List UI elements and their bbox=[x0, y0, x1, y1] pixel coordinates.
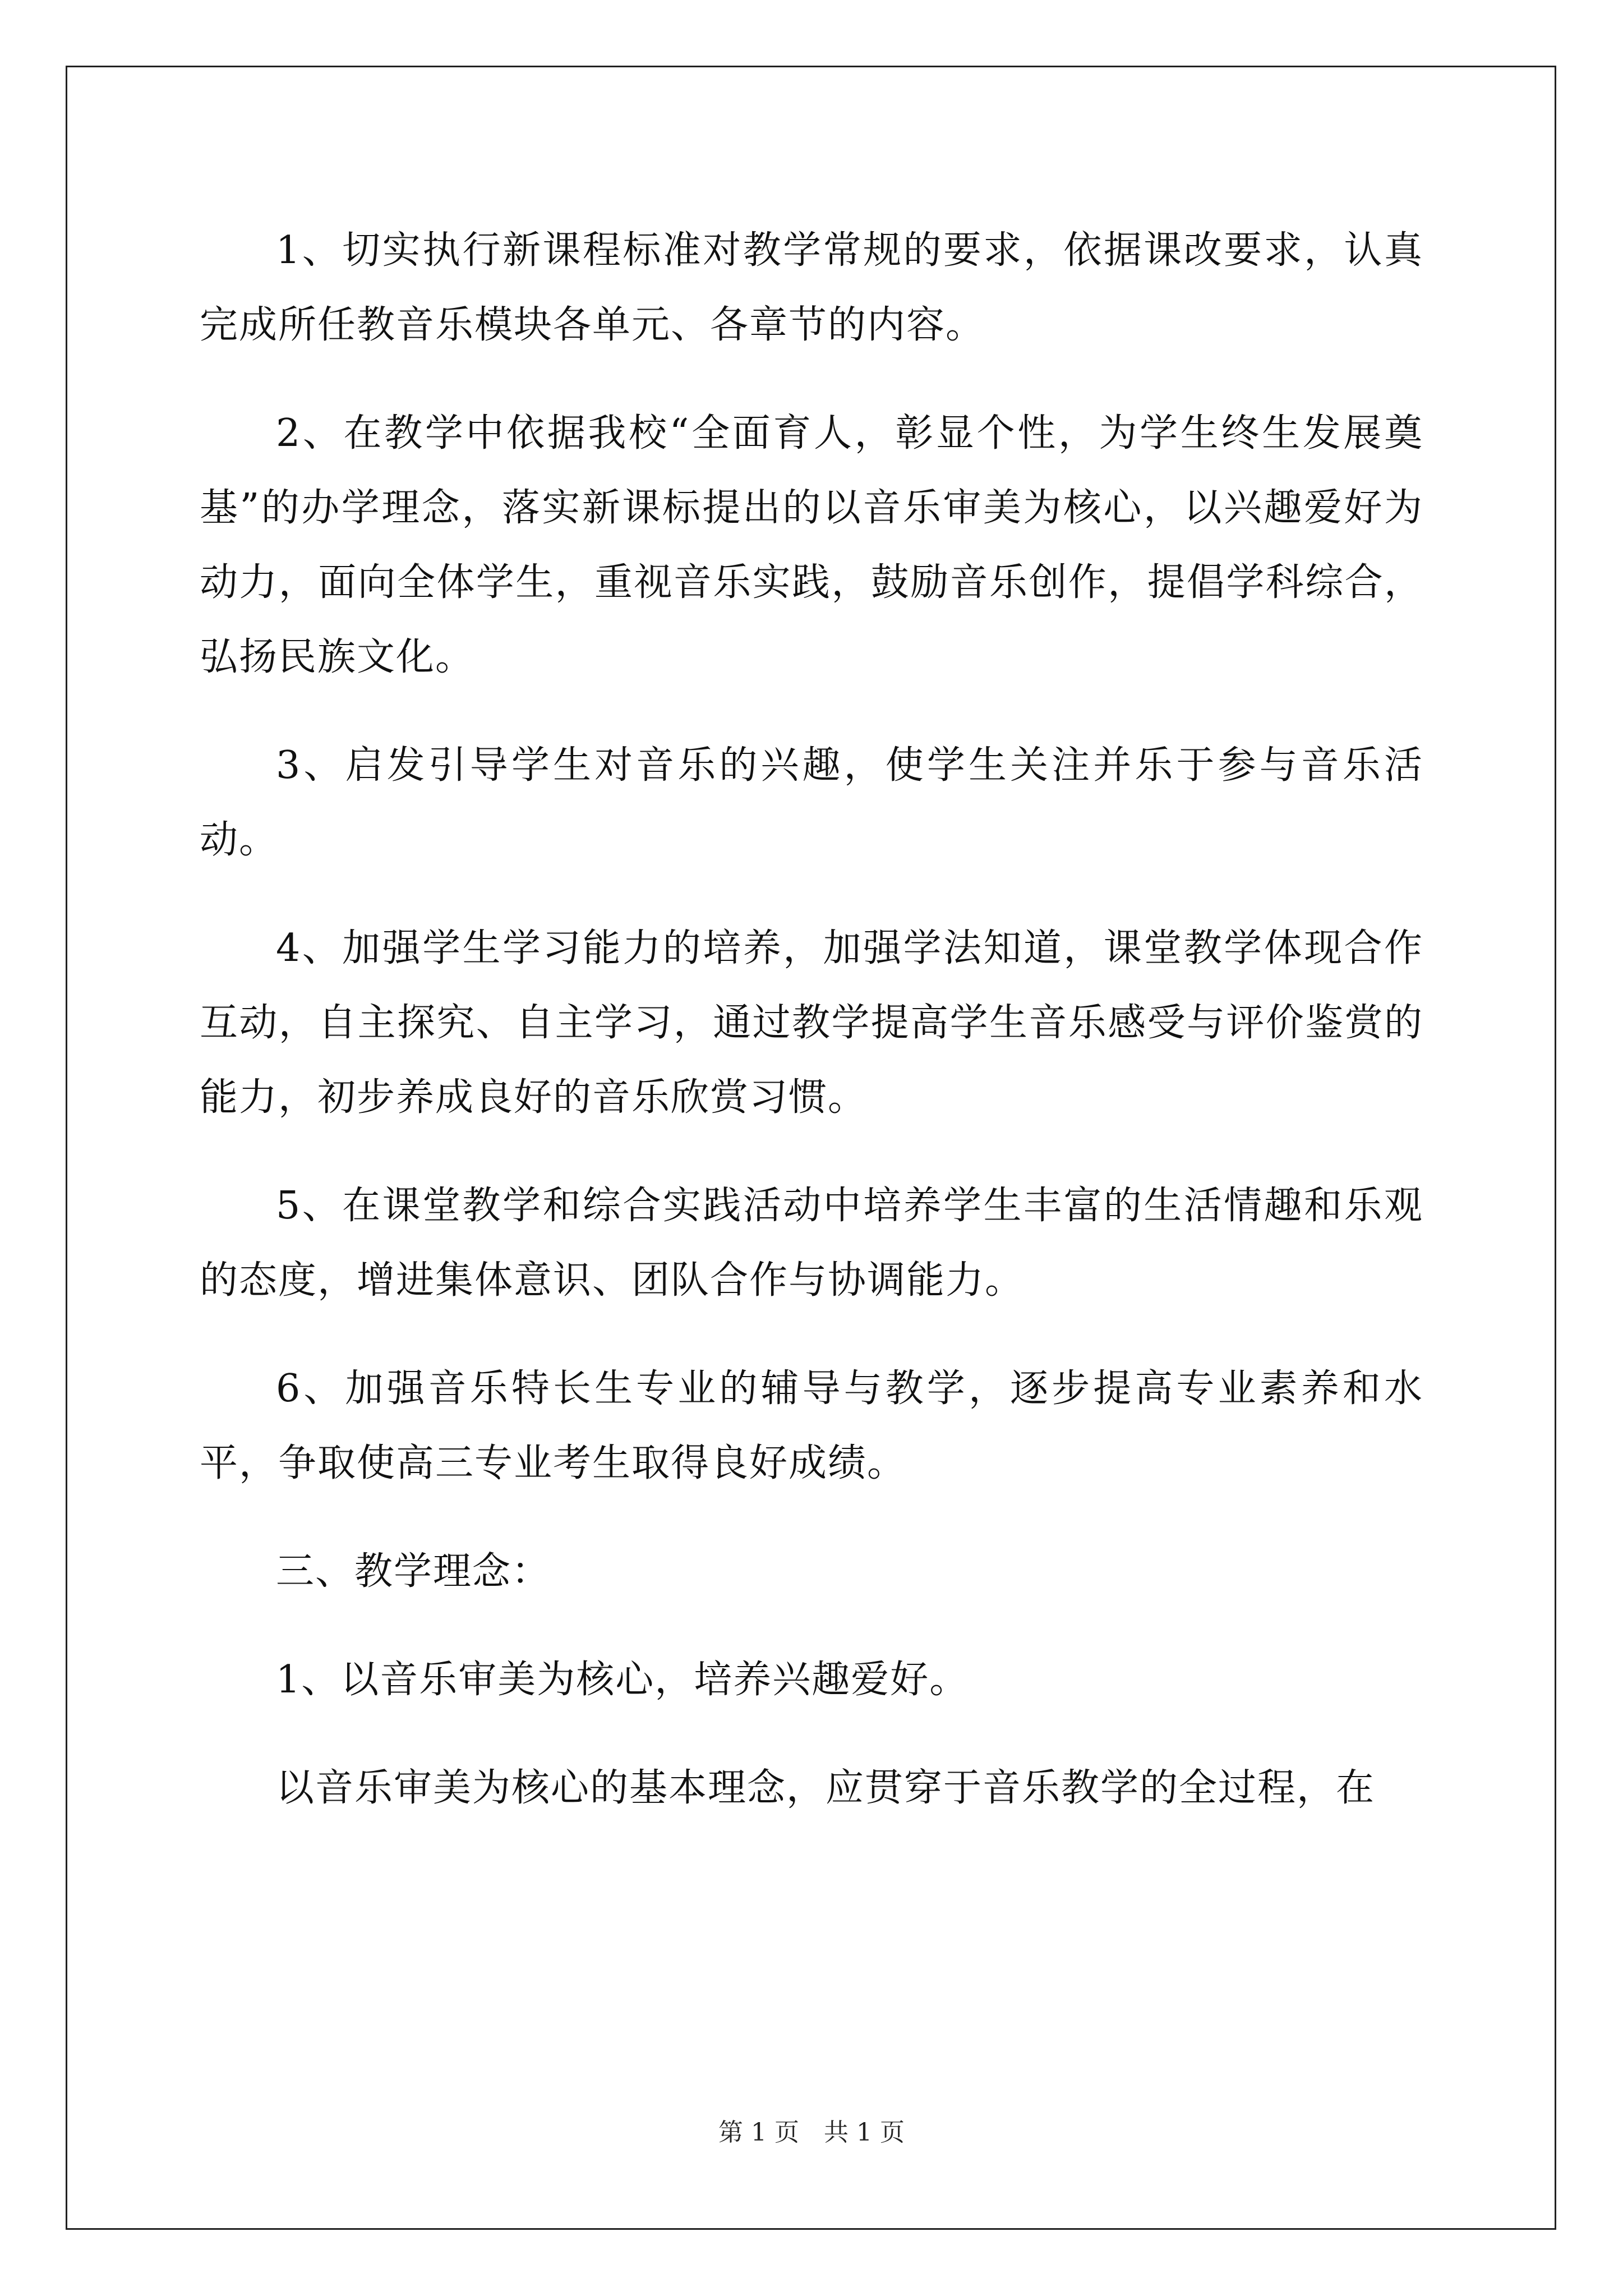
paragraph-1: 1、切实执行新课程标准对教学常规的要求，依据课改要求，认真完成所任教音乐模块各单元、各章节的内容。 bbox=[200, 228, 1423, 347]
document-body bbox=[200, 213, 1423, 1859]
page-number-footer: 第 1 页 共 1 页 bbox=[718, 2118, 905, 2147]
section-heading: 三、教学理念： bbox=[276, 1549, 551, 1594]
paragraph-2: 2、在教学中依据我校“全面育人，彰显个性，为学生终生发展奠基”的办学理念，落实新课标提出的以音乐审美为核心，以兴趣爱好为动力，面向全体学生，重视音乐实践，鼓励音乐创作，提倡学科综合，弘扬民族文化。 bbox=[200, 411, 1423, 679]
paragraph-3: 3、启发引导学生对音乐的兴趣，使学生关注并乐于参与音乐活动。 bbox=[200, 743, 1423, 862]
paragraph-7: 1、以音乐审美为核心，培养兴趣爱好。 bbox=[276, 1658, 969, 1702]
paragraph-6: 6、加强音乐特长生专业的辅导与教学，逐步提高专业素养和水平，争取使高三专业考生取得良好成绩。 bbox=[200, 1366, 1423, 1485]
paragraph-8: 以音乐审美为核心的基本理念，应贯穿于音乐教学的全过程，在 bbox=[276, 1766, 1376, 1810]
paragraph-4: 4、加强学生学习能力的培养，加强学法知道，课堂教学体现合作互动，自主探究、自主学习，通过教学提高学生音乐感受与评价鉴赏的能力，初步养成良好的音乐欣赏习惯。 bbox=[200, 926, 1423, 1120]
paragraph-5: 5、在课堂教学和综合实践活动中培养学生丰富的生活情趣和乐观的态度，增进集体意识、团队合作与协调能力。 bbox=[200, 1184, 1423, 1303]
